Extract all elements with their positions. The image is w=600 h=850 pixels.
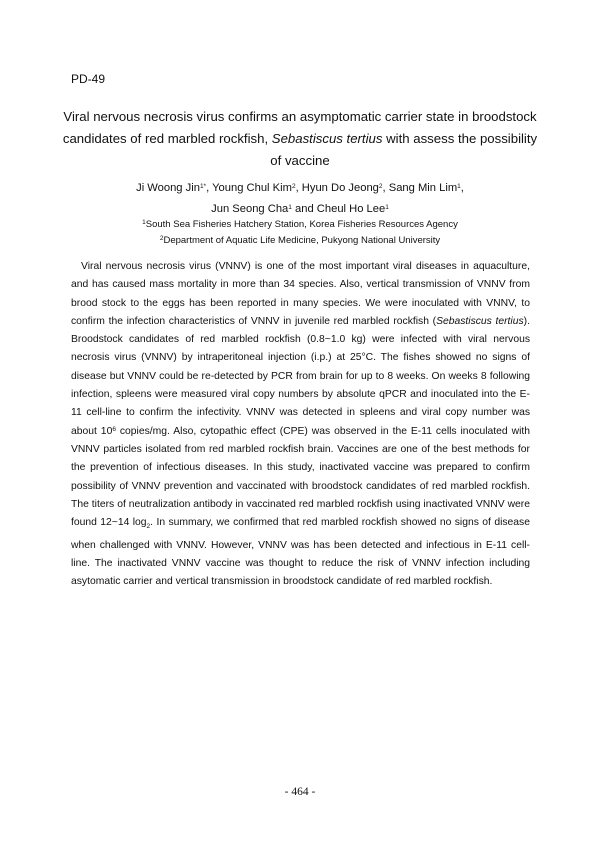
author-affiliation-mark: 1 xyxy=(457,183,461,190)
page-number: - 464 - xyxy=(284,786,316,798)
author-affiliation-mark: 2 xyxy=(378,183,383,190)
affiliation-mark: 1 xyxy=(142,219,146,226)
author-name: Ji Woong Jin xyxy=(136,182,200,194)
abstract-text: copies/mg. Also, cytopathic effect (CPE) was observed in the E-11 cells inoculated with VNNV particles isolated from red marbled rockfish brain. Vaccines are one of the best methods for the prevention of infectious diseases. In this study, inactivated vaccine was prepared to confirm possibility of VNNV prevention and vaccinated with broodstock candidates of red marbled rockfish. The titers of neutralization antibody in vaccinated red marbled rockfish using inactivated VNNV were found 12~14 log xyxy=(71,425,530,529)
abstract-text: ). Broodstock candidates of red marbled rockfish (0.8~1.0 kg) were infected with viral nervous necrosis virus (VNNV) by intraperitoneal injection (i.p.) at 25°C. The fishes showed no signs of disease but VNNV could be re-detected by PCR from brain for up to 8 weeks. On weeks 8 following infection, spleens were measured viral copy numbers by absolute qPCR and inoculated into the E-11 cell-line to confirm the infectivity. VNNV was detected in spleens and viral copy number was about 10 xyxy=(71,315,530,437)
abstract-text: . In summary, we confirmed that red marbled rockfish showed no signs of disease when challenged with VNNV. However, VNNV was has been detected and infectious in E-11 cell-line. The inactivated VNNV vaccine was thought to reduce the risk of VNNV infection including asytomatic carrier and vertical transmission in broodstock candidate of red marbled rockfish. xyxy=(71,517,530,588)
log-base: 2 xyxy=(146,523,151,531)
title-text-part2: with assess the possibility of vaccine xyxy=(270,131,538,168)
author-affiliation-mark: 2 xyxy=(291,183,296,190)
author-name: Sang Min Lim xyxy=(388,182,458,194)
abstract-text: Viral nervous necrosis virus (VNNV) is one of the most important viral diseases in aquaculture, and has caused mass mortality in more than 34 species. Also, vertical transmission of VNNV from brood stock to the eggs has been reported in many species. We were inoculated with VNNV, to confirm the infection characteristics of VNNV in juvenile red marbled rockfish ( xyxy=(71,261,530,327)
title-species-name: Sebastiscus tertius xyxy=(271,131,383,146)
author-affiliation-mark: 1* xyxy=(199,183,207,190)
author-affiliation-mark: 1 xyxy=(385,204,389,211)
author-name: Jun Seong Cha xyxy=(211,203,289,215)
affiliation-list xyxy=(60,217,540,249)
title-text-part1: Viral nervous necrosis virus confirms an asymptomatic carrier state in broodstock candidates of red marbled rockfish, xyxy=(62,109,537,146)
author-name: Young Chul Kim xyxy=(212,182,292,194)
affiliation-text: South Sea Fisheries Hatchery Station, Korea Fisheries Resources Agency xyxy=(145,219,458,230)
abstract-code: PD-49 xyxy=(71,72,106,86)
abstract-body xyxy=(71,258,530,591)
affiliation-text: Department of Aquatic Life Medicine, Pukyong National University xyxy=(163,235,441,246)
author-affiliation-mark: 1 xyxy=(288,204,292,211)
affiliation-mark: 2 xyxy=(159,235,164,242)
abstract-species-name: Sebastiscus tertius xyxy=(436,315,524,327)
exponent: 6 xyxy=(112,425,116,433)
author-list: Ji Woong Jin$^{1*}$, Young Chul Kim$^2$, Hyun Do Jeong$^2$, Sang Min Lim$^1$, Jun Seong Cha$^1$ and Cheul Ho Lee$^1$ xyxy=(136,182,464,215)
author-name: Hyun Do Jeong xyxy=(301,182,379,194)
paper-title xyxy=(60,106,540,172)
author-name: Cheul Ho Lee xyxy=(316,203,386,215)
